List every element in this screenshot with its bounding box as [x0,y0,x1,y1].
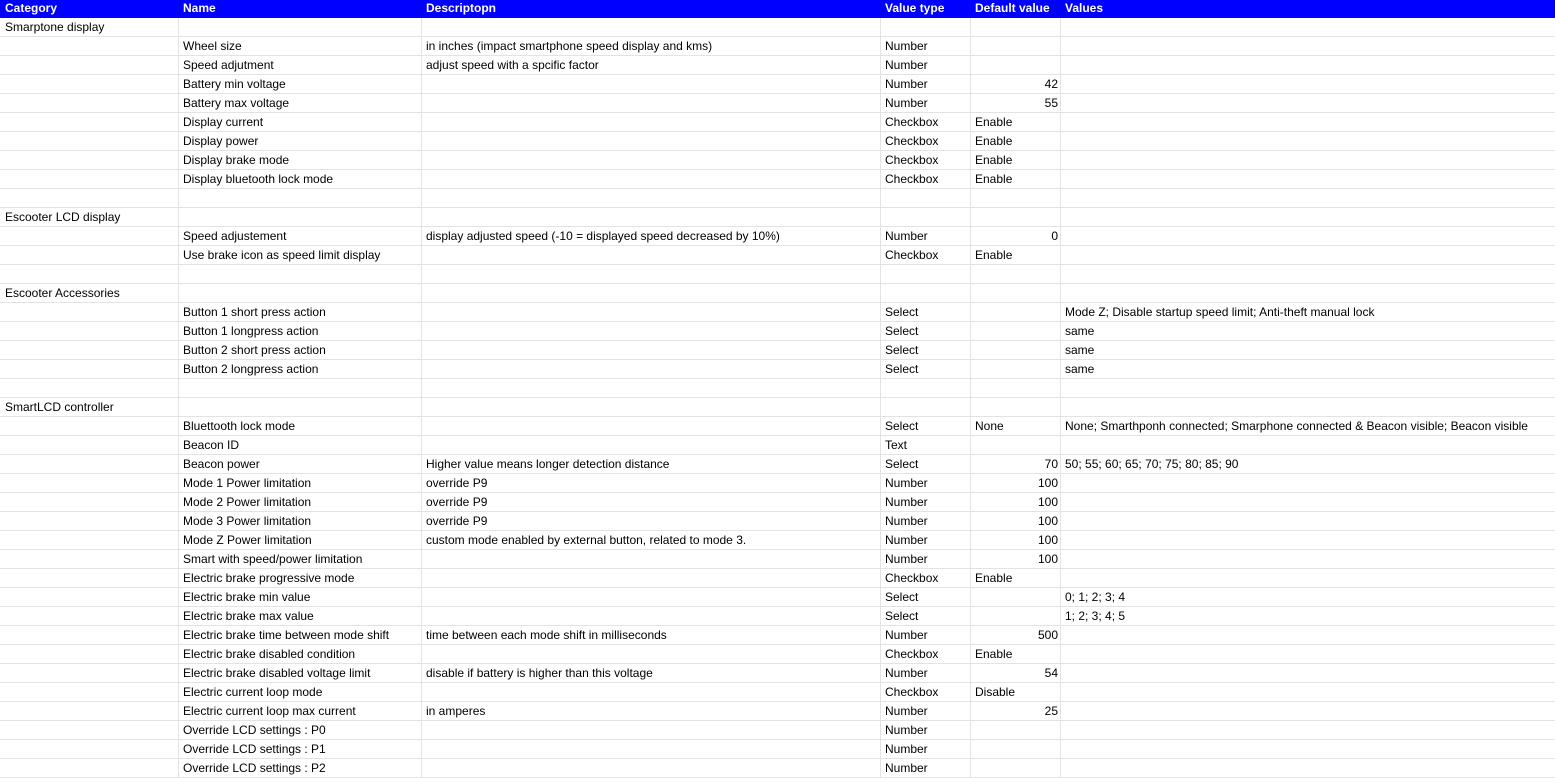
name-cell[interactable]: Display bluetooth lock mode [179,170,422,188]
description-cell[interactable]: time between each mode shift in milliseconds [422,626,881,644]
value-type-cell[interactable]: Select [881,417,971,435]
value-type-cell[interactable] [881,379,971,397]
name-cell[interactable] [179,379,422,397]
default-value-cell[interactable]: 55 [971,94,1061,112]
default-value-cell[interactable]: 25 [971,702,1061,720]
description-cell[interactable] [422,75,881,93]
category-cell[interactable] [0,75,179,93]
table-row [0,379,1555,398]
values-cell[interactable]: 1; 2; 3; 4; 5 [1065,609,1126,623]
description-cell[interactable] [422,284,881,302]
values-cell[interactable] [1061,75,1555,93]
category-cell[interactable] [0,474,179,492]
value-type-cell[interactable]: Select [881,322,971,340]
description-cell[interactable] [422,303,881,321]
table-row [0,531,1555,550]
value-type-cell[interactable]: Checkbox [881,132,971,150]
name-cell[interactable]: Smart with speed/power limitation [179,550,422,568]
table-row [0,740,1555,759]
value-type-cell[interactable]: Checkbox [881,151,971,169]
category-cell[interactable] [0,170,179,188]
description-cell[interactable] [422,740,881,758]
table-row [0,56,1555,75]
name-cell[interactable]: Button 2 short press action [179,341,422,359]
value-type-cell[interactable]: Number [881,740,971,758]
value-type-cell[interactable]: Number [881,75,971,93]
values-cell[interactable] [1061,493,1555,511]
value-type-cell[interactable]: Number [881,702,971,720]
category-cell[interactable] [0,322,179,340]
default-value-cell[interactable] [971,588,1061,606]
name-cell[interactable]: Override LCD settings : P2 [179,759,422,777]
values-cell[interactable] [1061,56,1555,74]
values-cell[interactable]: None; Smarthponh connected; Smarphone connected & Beacon visible; Beacon visible [1065,419,1528,433]
table-row [0,75,1555,94]
category-cell[interactable] [0,303,179,321]
value-type-cell[interactable]: Checkbox [881,569,971,587]
name-cell[interactable] [179,208,422,226]
table-row [0,455,1555,474]
name-cell[interactable]: Display brake mode [179,151,422,169]
value-type-cell[interactable]: Number [881,94,971,112]
name-cell[interactable]: Mode Z Power limitation [179,531,422,549]
table-row [0,341,1555,360]
description-cell[interactable]: adjust speed with a spcific factor [422,56,881,74]
default-value-cell[interactable]: 100 [971,474,1061,492]
description-cell[interactable]: disable if battery is higher than this voltage [422,664,881,682]
description-cell[interactable] [422,759,881,777]
default-value-cell[interactable] [971,303,1061,321]
default-value-cell[interactable]: Enable [971,569,1061,587]
name-cell[interactable]: Battery min voltage [179,75,422,93]
category-cell[interactable] [0,569,179,587]
description-cell[interactable]: Higher value means longer detection distance [422,455,881,473]
table-row [0,94,1555,113]
name-cell[interactable]: Button 1 longpress action [179,322,422,340]
values-cell[interactable]: 50; 55; 60; 65; 70; 75; 80; 85; 90 [1065,457,1239,471]
description-cell[interactable] [422,94,881,112]
value-type-cell[interactable] [881,284,971,302]
values-cell[interactable] [1061,645,1555,663]
table-row [0,189,1555,208]
table-row [0,151,1555,170]
header-default-value[interactable]: Default value [975,1,1050,15]
category-cell[interactable] [0,512,179,530]
table-row [0,645,1555,664]
description-cell[interactable] [422,189,881,207]
category-cell[interactable] [0,151,179,169]
default-value-cell[interactable] [971,721,1061,739]
values-cell[interactable] [1061,512,1555,530]
table-row [0,322,1555,341]
values-cell[interactable]: 0; 1; 2; 3; 4 [1065,590,1126,604]
value-type-cell[interactable]: Checkbox [881,645,971,663]
values-cell[interactable] [1061,113,1555,131]
default-value-cell[interactable] [971,18,1061,36]
name-cell[interactable]: Beacon ID [179,436,422,454]
table-row [0,113,1555,132]
description-cell[interactable]: in amperes [422,702,881,720]
value-type-cell[interactable]: Select [881,588,971,606]
category-cell[interactable] [0,132,179,150]
values-cell[interactable] [1061,398,1555,416]
description-cell[interactable] [422,132,881,150]
value-type-cell[interactable]: Number [881,493,971,511]
value-type-cell[interactable]: Select [881,360,971,378]
default-value-cell[interactable] [971,607,1061,625]
name-cell[interactable]: Display current [179,113,422,131]
default-value-cell[interactable]: 100 [971,550,1061,568]
description-cell[interactable]: custom mode enabled by external button, related to mode 3. [422,531,881,549]
category-cell[interactable] [0,550,179,568]
value-type-cell[interactable]: Checkbox [881,170,971,188]
default-value-cell[interactable] [971,740,1061,758]
description-cell[interactable] [422,569,881,587]
value-type-cell[interactable]: Select [881,303,971,321]
header-value-type[interactable]: Value type [885,1,945,15]
description-cell[interactable] [422,113,881,131]
values-cell[interactable] [1061,740,1555,758]
table-row [0,569,1555,588]
value-type-cell[interactable]: Number [881,664,971,682]
value-type-cell[interactable]: Number [881,550,971,568]
values-cell[interactable] [1061,94,1555,112]
value-type-cell[interactable]: Checkbox [881,246,971,264]
header-category[interactable]: Category [5,1,58,15]
default-value-cell[interactable]: 100 [971,493,1061,511]
table-row [0,436,1555,455]
value-type-cell[interactable]: Number [881,474,971,492]
category-cell[interactable] [0,740,179,758]
default-value-cell[interactable] [971,341,1061,359]
description-cell[interactable] [422,550,881,568]
table-row [0,588,1555,607]
category-cell[interactable] [0,588,179,606]
value-type-cell[interactable]: Number [881,512,971,530]
description-cell[interactable] [422,721,881,739]
values-cell[interactable] [1061,37,1555,55]
default-value-cell[interactable] [971,37,1061,55]
table-row [0,246,1555,265]
category-cell[interactable]: Smarptone display [0,18,179,36]
default-value-cell[interactable] [971,322,1061,340]
table-row [0,265,1555,284]
default-value-cell[interactable]: 0 [971,227,1061,245]
description-cell[interactable] [422,170,881,188]
default-value-cell[interactable] [971,759,1061,777]
table-row [0,227,1555,246]
values-cell[interactable]: same [1065,343,1095,357]
name-cell[interactable]: Button 2 longpress action [179,360,422,378]
table-row [0,759,1555,778]
name-cell[interactable]: Speed adjustement [179,227,422,245]
default-value-cell[interactable]: 70 [971,455,1061,473]
category-cell[interactable] [0,265,179,283]
default-value-cell[interactable] [971,398,1061,416]
value-type-cell[interactable] [881,265,971,283]
default-value-cell[interactable]: 54 [971,664,1061,682]
name-cell[interactable]: Electric brake time between mode shift [179,626,422,644]
default-value-cell[interactable]: Enable [971,151,1061,169]
table-row [0,417,1555,436]
value-type-cell[interactable]: Select [881,455,971,473]
values-cell[interactable] [1061,151,1555,169]
category-cell[interactable] [0,607,179,625]
header-description[interactable]: Descriptopn [426,1,497,15]
table-row [0,360,1555,379]
table-row [0,550,1555,569]
values-cell[interactable] [1061,759,1555,777]
category-cell[interactable] [0,246,179,264]
table-row [0,18,1555,37]
default-value-cell[interactable] [971,360,1061,378]
default-value-cell[interactable]: None [971,417,1061,435]
table-row [0,664,1555,683]
default-value-cell[interactable]: Disable [971,683,1061,701]
category-cell[interactable] [0,189,179,207]
value-type-cell[interactable]: Number [881,531,971,549]
default-value-cell[interactable]: Enable [971,246,1061,264]
name-cell[interactable] [179,189,422,207]
header-row [0,0,1555,18]
name-cell[interactable]: Display power [179,132,422,150]
values-cell[interactable] [1061,550,1555,568]
default-value-cell[interactable]: 42 [971,75,1061,93]
value-type-cell[interactable]: Number [881,37,971,55]
table-row [0,512,1555,531]
header-name[interactable]: Name [183,1,216,15]
default-value-cell[interactable]: Enable [971,132,1061,150]
category-cell[interactable] [0,626,179,644]
table-row [0,474,1555,493]
category-cell[interactable] [0,683,179,701]
default-value-cell[interactable]: Enable [971,170,1061,188]
description-cell[interactable] [422,322,881,340]
category-cell[interactable] [0,379,179,397]
values-cell[interactable] [1061,436,1555,454]
values-cell[interactable]: same [1065,324,1095,338]
default-value-cell[interactable] [971,436,1061,454]
description-cell[interactable] [422,645,881,663]
value-type-cell[interactable]: Number [881,227,971,245]
name-cell[interactable]: Electric brake disabled voltage limit [179,664,422,682]
value-type-cell[interactable] [881,189,971,207]
table-row [0,303,1555,322]
value-type-cell[interactable]: Text [881,436,971,454]
table-row [0,132,1555,151]
values-cell[interactable] [1061,569,1555,587]
values-cell[interactable]: Mode Z; Disable startup speed limit; Anti-theft manual lock [1065,305,1375,319]
table-row [0,170,1555,189]
name-cell[interactable] [179,284,422,302]
description-cell[interactable]: override P9 [422,493,881,511]
values-cell[interactable] [1061,18,1555,36]
values-cell[interactable]: same [1065,362,1095,376]
default-value-cell[interactable]: Enable [971,645,1061,663]
description-cell[interactable] [422,417,881,435]
default-value-cell[interactable]: 500 [971,626,1061,644]
category-cell[interactable] [0,664,179,682]
default-value-cell[interactable] [971,379,1061,397]
name-cell[interactable] [179,398,422,416]
category-cell[interactable] [0,94,179,112]
description-cell[interactable]: display adjusted speed (-10 = displayed speed decreased by 10%) [422,227,881,245]
name-cell[interactable]: Use brake icon as speed limit display [179,246,422,264]
table-row [0,626,1555,645]
description-cell[interactable]: in inches (impact smartphone speed display and kms) [422,37,881,55]
name-cell[interactable]: Bluettooth lock mode [179,417,422,435]
value-type-cell[interactable] [881,208,971,226]
description-cell[interactable] [422,151,881,169]
table-row [0,398,1555,417]
name-cell[interactable]: Override LCD settings : P0 [179,721,422,739]
default-value-cell[interactable] [971,189,1061,207]
default-value-cell[interactable] [971,208,1061,226]
default-value-cell[interactable] [971,265,1061,283]
category-cell[interactable] [0,417,179,435]
description-cell[interactable] [422,208,881,226]
description-cell[interactable]: override P9 [422,474,881,492]
values-cell[interactable] [1061,284,1555,302]
category-cell[interactable]: SmartLCD controller [0,398,179,416]
value-type-cell[interactable]: Number [881,759,971,777]
table-row [0,37,1555,56]
name-cell[interactable]: Mode 3 Power limitation [179,512,422,530]
description-cell[interactable] [422,18,881,36]
values-cell[interactable] [1061,531,1555,549]
category-cell[interactable]: Escooter Accessories [0,284,179,302]
category-cell[interactable] [0,360,179,378]
name-cell[interactable]: Beacon power [179,455,422,473]
description-cell[interactable] [422,607,881,625]
name-cell[interactable] [179,18,422,36]
table-row [0,702,1555,721]
default-value-cell[interactable]: 100 [971,531,1061,549]
name-cell[interactable] [179,265,422,283]
name-cell[interactable]: Electric brake progressive mode [179,569,422,587]
values-cell[interactable] [1061,170,1555,188]
name-cell[interactable]: Speed adjutment [179,56,422,74]
table-row [0,493,1555,512]
name-cell[interactable]: Override LCD settings : P1 [179,740,422,758]
description-cell[interactable]: override P9 [422,512,881,530]
description-cell[interactable] [422,246,881,264]
value-type-cell[interactable]: Number [881,721,971,739]
value-type-cell[interactable]: Checkbox [881,113,971,131]
table-row [0,721,1555,740]
name-cell[interactable]: Wheel size [179,37,422,55]
category-cell[interactable] [0,56,179,74]
name-cell[interactable]: Mode 1 Power limitation [179,474,422,492]
category-cell[interactable] [0,113,179,131]
table-row [0,683,1555,702]
values-cell[interactable] [1061,721,1555,739]
values-cell[interactable] [1061,702,1555,720]
values-cell[interactable] [1061,208,1555,226]
name-cell[interactable]: Button 1 short press action [179,303,422,321]
header-values[interactable]: Values [1065,1,1104,15]
table-row [0,208,1555,227]
category-cell[interactable]: Escooter LCD display [0,208,179,226]
category-cell[interactable] [0,436,179,454]
description-cell[interactable] [422,360,881,378]
category-cell[interactable] [0,531,179,549]
value-type-cell[interactable]: Number [881,626,971,644]
category-cell[interactable] [0,493,179,511]
default-value-cell[interactable]: 100 [971,512,1061,530]
table-body [0,18,1555,778]
description-cell[interactable] [422,398,881,416]
category-cell[interactable] [0,702,179,720]
table-row [0,284,1555,303]
name-cell[interactable]: Electric brake min value [179,588,422,606]
default-value-cell[interactable] [971,284,1061,302]
category-cell[interactable] [0,645,179,663]
category-cell[interactable] [0,341,179,359]
value-type-cell[interactable] [881,398,971,416]
values-cell[interactable] [1061,379,1555,397]
name-cell[interactable]: Electric current loop max current [179,702,422,720]
description-cell[interactable] [422,379,881,397]
name-cell[interactable]: Battery max voltage [179,94,422,112]
values-cell[interactable] [1061,265,1555,283]
description-cell[interactable] [422,341,881,359]
description-cell[interactable] [422,683,881,701]
category-cell[interactable] [0,227,179,245]
values-cell[interactable] [1061,664,1555,682]
category-cell[interactable] [0,37,179,55]
category-cell[interactable] [0,721,179,739]
description-cell[interactable] [422,265,881,283]
values-cell[interactable] [1061,132,1555,150]
values-cell[interactable] [1061,227,1555,245]
values-cell[interactable] [1061,474,1555,492]
values-cell[interactable] [1061,246,1555,264]
name-cell[interactable]: Electric current loop mode [179,683,422,701]
table-row [0,607,1555,626]
values-cell[interactable] [1061,683,1555,701]
description-cell[interactable] [422,436,881,454]
default-value-cell[interactable]: Enable [971,113,1061,131]
name-cell[interactable]: Mode 2 Power limitation [179,493,422,511]
value-type-cell[interactable]: Number [881,56,971,74]
value-type-cell[interactable]: Select [881,341,971,359]
description-cell[interactable] [422,588,881,606]
category-cell[interactable] [0,455,179,473]
values-cell[interactable] [1061,626,1555,644]
name-cell[interactable]: Electric brake max value [179,607,422,625]
default-value-cell[interactable] [971,56,1061,74]
category-cell[interactable] [0,759,179,777]
name-cell[interactable]: Electric brake disabled condition [179,645,422,663]
value-type-cell[interactable] [881,18,971,36]
value-type-cell[interactable]: Select [881,607,971,625]
value-type-cell[interactable]: Checkbox [881,683,971,701]
values-cell[interactable] [1061,189,1555,207]
